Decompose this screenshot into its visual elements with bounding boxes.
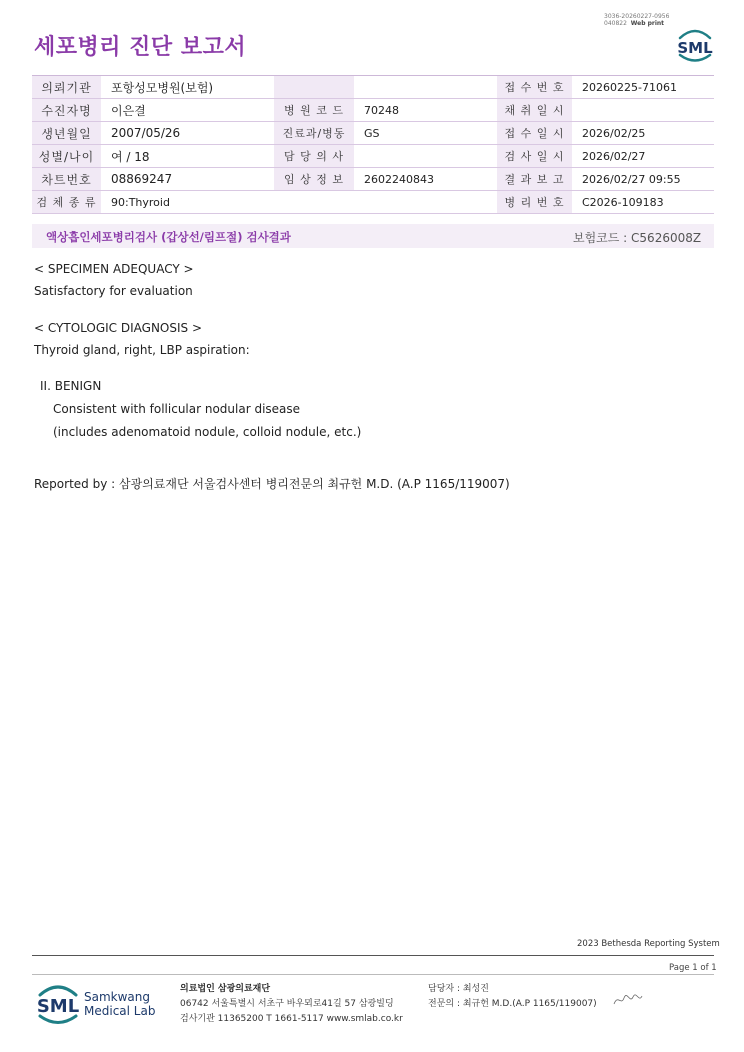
physician [354,145,497,168]
collection-date [572,99,714,122]
document-subcode: 040822 [604,20,627,27]
accession-number: 20260225-71061 [572,76,714,99]
footer-logo-name-2: Medical Lab [84,1004,156,1018]
label-birth-date: 생년월일 [32,122,101,145]
chart-number: 08869247 [101,168,274,191]
sml-logo-text: SML [677,39,713,57]
test-name: 액상흡인세포병리검사 (갑상선/림프절) 검사결과 [46,230,291,244]
info-row [32,168,714,191]
report-title: 세포병리 진단 보고서 [34,35,247,60]
label-specimen-type: 검 체 종 류 [32,191,101,214]
value-empty [354,76,497,99]
department: GS [354,122,497,145]
label-patient-name: 수진자명 [32,99,101,122]
label-pathology-number: 병 리 번 호 [497,191,572,214]
clinical-info: 2602240843 [354,168,497,191]
sml-logo-icon [674,26,716,64]
patient-info-table [32,75,714,214]
label-chart-number: 차트번호 [32,168,101,191]
diagnosis-header: < CYTOLOGIC DIAGNOSIS > [34,321,203,335]
org-address: 06742 서울특별시 서초구 바우뫼로41길 57 삼광빌딩 [180,999,394,1009]
staff-name: 담당자 : 최성진 [428,984,489,994]
org-name: 의료법인 삼광의료재단 [180,984,271,994]
label-received-date: 접 수 일 시 [497,122,572,145]
hospital-code: 70248 [354,99,497,122]
page-number: Page 1 of 1 [669,963,717,973]
label-physician: 담 당 의 사 [274,145,354,168]
label-department: 진료과/병동 [274,122,354,145]
label-report-date: 결 과 보 고 [497,168,572,191]
info-row [32,145,714,168]
reported-by: Reported by : 삼광의료재단 서울검사센터 병리전문의 최규헌 M.D. (A.P 1165/119007) [34,477,510,491]
label-collection-date: 채 취 일 시 [497,99,572,122]
footer-logo-name-1: Samkwang [84,990,150,1004]
pathologist-name: 전문의 : 최규헌 M.D.(A.P 1165/119007) [428,999,597,1009]
label-requesting-institution: 의뢰기관 [32,76,101,99]
value-empty [354,191,497,214]
diagnosis-detail: Consistent with follicular nodular disease [53,402,301,416]
signature-image [612,992,644,1008]
adequacy-text: Satisfactory for evaluation [34,284,193,298]
sex-age: 여 / 18 [101,145,274,168]
document-id [604,13,669,27]
footer-divider-light [32,974,714,975]
received-date: 2026/02/25 [572,122,714,145]
footer-logo-text: SML [36,996,80,1017]
test-date: 2026/02/27 [572,145,714,168]
requesting-institution: 포항성모병원(보험) [101,76,274,99]
info-row [32,191,714,214]
adequacy-header: < SPECIMEN ADEQUACY > [34,262,194,276]
label-hospital-code: 병 원 코 드 [274,99,354,122]
document-code: 3036-20260227-0956 [604,13,670,20]
info-row [32,122,714,145]
info-row [32,99,714,122]
label-sex-age: 성별/나이 [32,145,101,168]
label-test-date: 검 사 일 시 [497,145,572,168]
report-date: 2026/02/27 09:55 [572,168,714,191]
reporting-system: 2023 Bethesda Reporting System [577,939,720,949]
diagnosis-detail-note: (includes adenomatoid nodule, colloid nodule, etc.) [53,425,362,439]
patient-name: 이은결 [101,99,274,122]
label-empty [274,76,354,99]
info-row [32,76,714,99]
footer-divider [32,955,714,956]
specimen-type: 90:Thyroid [101,191,274,214]
label-accession-number: 접 수 번 호 [497,76,572,99]
insurance-code: 보험코드 : C5626008Z [573,231,702,245]
samkwang-logo-icon [36,981,156,1029]
pathology-number: C2026-109183 [572,191,714,214]
diagnosis-site: Thyroid gland, right, LBP aspiration: [34,343,250,357]
label-empty [274,191,354,214]
label-clinical-info: 임 상 정 보 [274,168,354,191]
org-contact: 검사기관 11365200 T 1661-5117 www.smlab.co.kr [180,1014,403,1024]
birth-date: 2007/05/26 [101,122,274,145]
diagnosis-category: II. BENIGN [40,379,102,393]
print-mode: Web print [630,20,665,27]
